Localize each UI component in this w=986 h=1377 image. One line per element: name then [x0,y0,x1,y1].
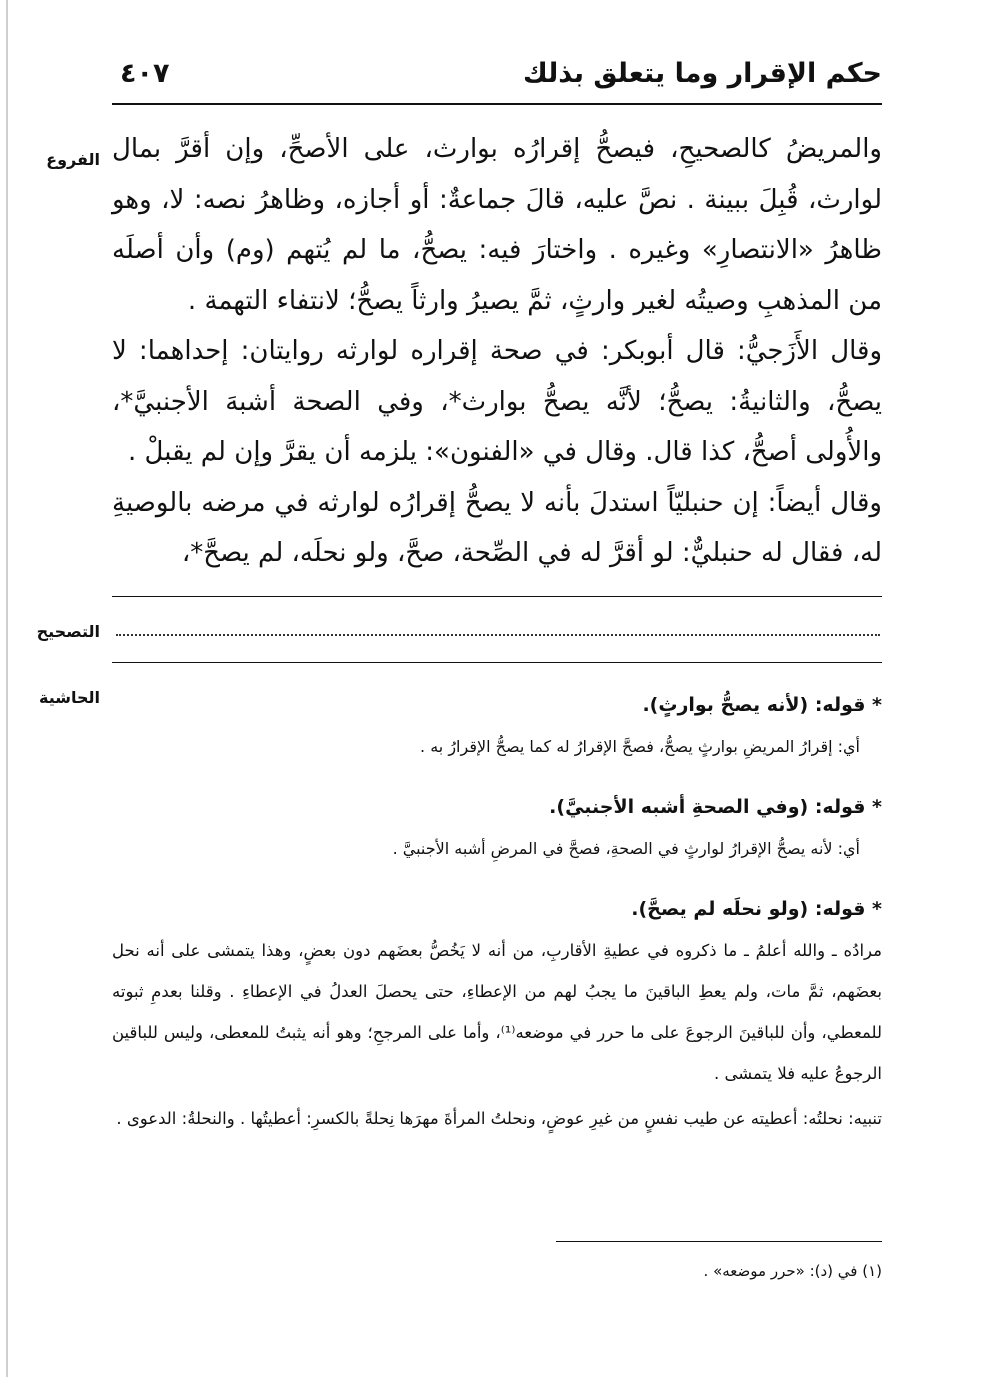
note-explanation-1: أي: إقرارُ المريضِ بوارثٍ يصحُّ، فصحَّ الإقرارُ له كما يصحُّ الإقرارُ به . [420,737,860,756]
hashiya-notes [112,684,882,1139]
footnote-rule [556,1241,882,1242]
note-paragraph-1: مرادُه ـ والله أعلمُ ـ ما ذكروه في عطيةِ الأقاربِ، من أنه لا يَخُصُّ بعضَهم دون بعضٍ، وهذا يتمشى على أنه نحل بعضَهم، ثمَّ مات، ولم يعطِ الباقينَ ما يجبُ لهم من الإعطاءِ، حتى يحصلَ العدلُ في الإعطاءِ . وقلنا بعدمِ ثبوته للمعطي، وأن للباقينَ الرجوعَ على ما حرر في موضعه⁽¹⁾، وأما على المرجحِ؛ وهو أنه يثبتُ للمعطى، وليس للباقين الرجوعُ عليه فلا يتمشى . [112,941,882,1083]
page-header [112,58,882,98]
margin-label-tashih: التصحيح [36,622,100,641]
main-text [112,124,882,579]
page-number: ٤٠٧ [120,58,170,89]
note-heading-1: * قوله: (لأنه يصحُّ بوارثٍ). [642,694,882,716]
header-rule [112,103,882,105]
footnote: (١) في (د): «حرر موضعه» . [703,1262,882,1280]
tashih-dotted-line [116,634,880,636]
scan-edge [6,0,8,1377]
running-title: حكم الإقرار وما يتعلق بذلك [523,58,882,89]
main-paragraph-1: والمريضُ كالصحيحِ، فيصحُّ إقرارُه بوارث، على الأصحِّ، وإن أقرَّ بمال لوارث، قُبِلَ ببينة . نصَّ عليه، قالَ جماعةٌ: أو أجازه، وظاهرُ نصه: لا، وهو ظاهرُ «الانتصارِ» وغيره . واختارَ فيه: يصحُّ، ما لم يُتهم (وم) وأن أصلَه من المذهبِ وصيتُه لغير وارثٍ، ثمَّ يصيرُ وارثاً يصحُّ؛ لانتفاء التهمة . [112,134,882,316]
note-paragraph-2: تنبيه: نحلتُه: أعطيته عن طيب نفسٍ من غيرِ عوضٍ، ونحلتُ المرأةَ مهرَها نِحلةً بالكسرِ: أعطيتُها . والنحلةُ: الدعوى . [116,1109,882,1128]
note-heading-2: * قوله: (وفي الصحةِ أشبه الأجنبيَّ). [549,796,882,818]
tashih-rule-bottom [112,662,882,663]
tashih-rule-top [112,596,882,597]
note-heading-3: * قوله: (ولو نحلَه لم يصحَّ). [631,898,882,920]
margin-label-hashiya: الحاشية [39,688,100,707]
note-explanation-2: أي: لأنه يصحُّ الإقرارُ لوارثٍ في الصحةِ، فصحَّ في المرضِ أشبه الأجنبيَّ . [392,839,860,858]
main-paragraph-3: وقال أيضاً: إن حنبليّاً استدلَ بأنه لا يصحُّ إقرارُه لوارثه في مرضه بالوصيةِ له، فقال له حنبليٌّ: لو أقرَّ له في الصِّحة، صحَّ، ولو نحلَه، لم يصحَّ*، [112,487,882,568]
margin-label-furu: الفروع [46,150,100,169]
main-paragraph-2: وقال الأَزَجيُّ: قال أبوبكر: في صحة إقراره لوارثه روايتان: إحداهما: لا يصحُّ، والثانيةُ: يصحُّ؛ لأنَّه يصحُّ بوارث*، وفي الصحة أشبهَ الأجنبيَّ*، والأُولى أصحُّ، كذا قال. وقال في «الفنون»: يلزمه أن يقرَّ وإن لم يقبلْ . [112,336,882,467]
